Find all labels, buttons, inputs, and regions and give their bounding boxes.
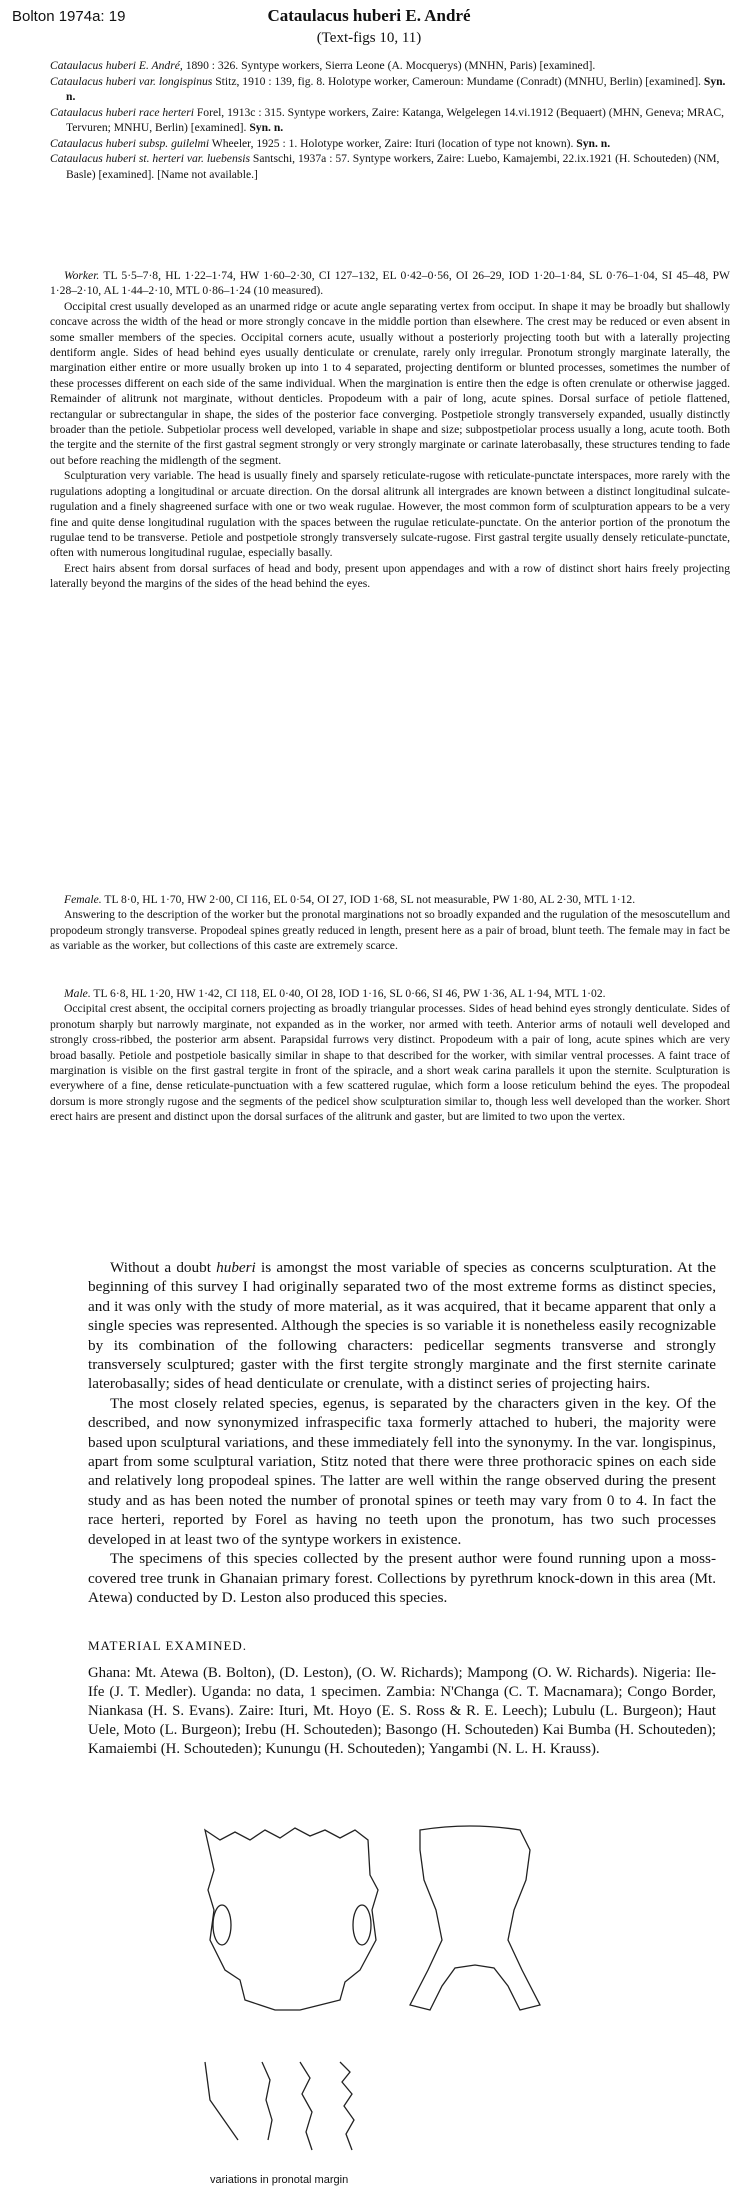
right-eye-figure — [353, 1905, 371, 1945]
alitrunk-outline-figure — [410, 1826, 540, 2010]
figure-reference: (Text-figs 10, 11) — [316, 30, 422, 46]
material-heading: MATERIAL EXAMINED. — [88, 1638, 248, 1653]
worker-description — [50, 268, 730, 592]
synonymy-entry: Cataulacus huberi race herteri Forel, 1913c : 315. Syntype workers, Zaire: Katanga, Welgelegen 14.vi.1912 (Bequaert) (MHN, Geneva; MRAC, Tervuren; MNHU, Berlin) [examined]. Syn. n. — [50, 105, 725, 134]
synonymy-entry: Cataulacus huberi st. herteri var. luebensis Santschi, 1937a : 57. Syntype workers, Zaire: Luebo, Kamajembi, 22.ix.1921 (H. Schouteden) (NM, Basle) [examined]. [Name not available.] — [50, 152, 720, 181]
discussion-paragraph: The specimens of this species collected by the present author were found running upon a moss-covered tree trunk in Ghanaian primary forest. Collections by pyrethrum knock-down in this area (Mt. Atewa) conducted by D. Leston also produced this species. — [88, 1550, 716, 1606]
female-paragraph: Answering to the description of the worker but the pronotal marginations not so broadly expanded and the rugulation of the mesoscutellum and propodeum strongly transverse. Propodeal spines greatly reduced in length, present here as a pair of broad, blunt teeth. The female may in fact be as variable as the worker, but collections of this caste are extremely scarce. — [50, 908, 730, 953]
discussion — [88, 1258, 716, 1607]
female-description — [50, 892, 730, 954]
figure-drawings — [0, 1800, 738, 2200]
synonymy-entry: Cataulacus huberi var. longispinus Stitz, 1910 : 139, fig. 8. Holotype worker, Cameroun: Mundame (Conradt) (MNHU, Berlin) [examined]. Syn. n. — [50, 74, 726, 103]
pronotal-margin-variation-2 — [262, 2062, 272, 2140]
female-measurements: Female. TL 8·0, HL 1·70, HW 2·00, CI 116, EL 0·54, OI 27, IOD 1·68, SL not measurable, PW 1·80, AL 2·30, MTL 1·12. — [64, 893, 636, 906]
worker-paragraph: Sculpturation very variable. The head is usually finely and sparsely reticulate-rugose with reticulate-punctate interspaces, more rarely with the rugulations adopting a longitudinal or arcuate direction. On the dorsal alitrunk all intergrades are known between a distinct longitudinal sulcate-rugulation and a finely shagreened surface with one or two weak rugulae. However, the most common form of sculpturation appears to be a very fine and quite dense longitudinal rugulation with the spaces between the rugulae reticulate-punctate. On the anterior portion of the pronotum the rugulae tend to be transverse. Petiole and postpetiole strongly transversely sulcate-rugose. First gastral tergite usually densely reticulate-punctate, often with numerous longitudinal rugulae, especially basally. — [50, 469, 730, 560]
pronotal-margin-variation-1 — [205, 2062, 238, 2140]
synonymy-entry: Cataulacus huberi E. André, 1890 : 326. Syntype workers, Sierra Leone (A. Mocquerys) (MNHN, Paris) [examined]. — [50, 59, 596, 72]
left-eye-figure — [213, 1905, 231, 1945]
source-reference: Bolton 1974a: 19 — [12, 8, 126, 25]
synonymy-entry: Cataulacus huberi subsp. guilelmi Wheeler, 1925 : 1. Holotype worker, Zaire: Ituri (location of type not known). Syn. n. — [50, 136, 611, 150]
discussion-paragraph: The most closely related species, egenus, is separated by the characters given in the key. Of the described, and now synonymized infraspecific taxa formerly attached to huberi, the majority were based upon sculptural variations, and these immediately fell into the synonymy. In the var. longispinus, apart from some sculptural variation, Stitz noted that there were three prothoracic spines on each side and relatively long propodeal spines. The latter are well within the range observed during the present study and as has been noted the number of pronotal spines or teeth may vary from 0 to 4. In fact the race herteri, reported by Forel as having no teeth upon the pronotum, has two such processes developed in at least two of the syntype workers in existence. — [88, 1394, 716, 1548]
pronotal-margin-variation-4 — [340, 2062, 354, 2150]
figure-caption: variations in pronotal margin — [210, 2174, 349, 2186]
synonymy-list — [50, 58, 730, 182]
material-list: Ghana: Mt. Atewa (B. Bolton), (D. Leston), (O. W. Richards); Mampong (O. W. Richards). Nigeria: Ile-Ife (J. T. Medler). Uganda: no data, 1 specimen. Zambia: N'Changa (C. T. Macnamara); Congo Border, Niankasa (H. S. Evans). Zaire: Ituri, Mt. Hoyo (E. S. Ross & R. E. Leech); Lubulu (L. Burgeon); Haut Uele, Moto (L. Burgeon); Irebu (H. Schouteden); Basongo (H. Schouteden) Kai Bumba (H. Schouteden); Kamaiembi (H. Schouteden); Kunungu (H. Schouteden); Yangambi (N. L. H. Krauss). — [88, 1665, 716, 1757]
worker-paragraph: Occipital crest usually developed as an unarmed ridge or acute angle separating vertex from occiput. In shape it may be broadly but shallowly concave across the width of the head or more strongly concave in the middle portion than elsewhere. The crest may be reduced or even absent in some smaller members of the species. Occipital corners acute, usually without a posteriorly projecting tooth but with a laterally projecting dentiform angle. Sides of head behind eyes usually denticulate or crenulate, rarely only irregular. Pronotum strongly marginate laterally, the margination either entire or more usually broken up into 1 to 4 separated, projecting dentiform or blunted processes, sometimes the number of these processes different on each side of the same individual. When the margination is entire then the edge is often crenulate or otherwise jagged. Remainder of alitrunk not marginate, without denticles. Propodeum with a pair of long, acute spines. Dorsal surface of petiole flattened, rectangular or subrectangular in shape, the sides of the posterior face converging. Postpetiole strongly transversely expanded, usually distinctly broader than the petiole. Subpetiolar process well developed, variable in shape and size; subpostpetiolar process usually a long, acute tooth. Both the tergite and the sternite of the first gastral segment strongly or very strongly marginate or carinate laterobasally, these structures tending to fade out before reaching the midlength of the segment. — [50, 299, 730, 467]
male-paragraph: Occipital crest absent, the occipital corners projecting as broadly triangular processes. Sides of head behind eyes strongly denticulate. Sides of pronotum sharply but narrowly marginate, not expanded as in the worker, nor armed with teeth. Anterior arms of notauli well developed and strongly cross-ribbed, the posterior arm absent. Parapsidal furrows very distinct. Propodeum with a pair of long, acute spines which are very broad basally. Petiole and postpetiole basically similar in shape to that described for the worker, with similar ventral processes. A faint trace of margination is visible on the first gastral tergite in front of the spiracle, and a short weak carina parallels it upon the sternite. Sculpturation is everywhere of a fine, dense reticulate-punctuation with a few scattered rugulae, which form a loose reticulum behind the eyes. The propodeal dorsum is more strongly rugose and the segments of the pedicel show sculpturation similar to, though less well developed than the worker. Short erect hairs are present and distinct upon the dorsal surfaces of the alitrunk and gaster, but are limited to two upon the vertex. — [50, 1002, 730, 1124]
worker-measurements: Worker. TL 5·5–7·8, HL 1·22–1·74, HW 1·60–2·30, CI 127–132, EL 0·42–0·56, OI 26–29, IOD 1·20–1·84, SL 0·76–1·04, SI 45–48, PW 1·28–2·10, AL 1·44–2·10, MTL 0·86–1·24 (10 measured). — [50, 269, 730, 298]
discussion-paragraph: Without a doubt huberi is amongst the most variable of species as concerns sculpturation. At the beginning of this survey I had originally separated two of the most extreme forms as distinct species, and it was only with the study of more material, as it was acquired, that it became apparent that only a single species was represented. Although the species is so variable it is nonetheless easily recognizable by its combination of the following characters: pedicellar segments transverse and strongly transversely sculptured; gaster with the first tergite strongly marginate and the first sternite carinate laterobasally; sides of head denticulate or crenulate, with a distinct series of projecting hairs. — [88, 1259, 716, 1393]
text-figures — [0, 1800, 738, 2200]
pronotal-margin-variation-3 — [300, 2062, 312, 2150]
male-measurements: Male. TL 6·8, HL 1·20, HW 1·42, CI 118, EL 0·40, OI 28, IOD 1·16, SL 0·66, SI 46, PW 1·36, AL 1·94, MTL 1·02. — [64, 987, 606, 1000]
worker-paragraph: Erect hairs absent from dorsal surfaces of head and body, present upon appendages and with a row of distinct short hairs freely projecting laterally beyond the margins of the sides of the head behind the eyes. — [50, 561, 730, 591]
male-description — [50, 986, 730, 1125]
species-title: Cataulacus huberi E. André — [267, 6, 471, 25]
